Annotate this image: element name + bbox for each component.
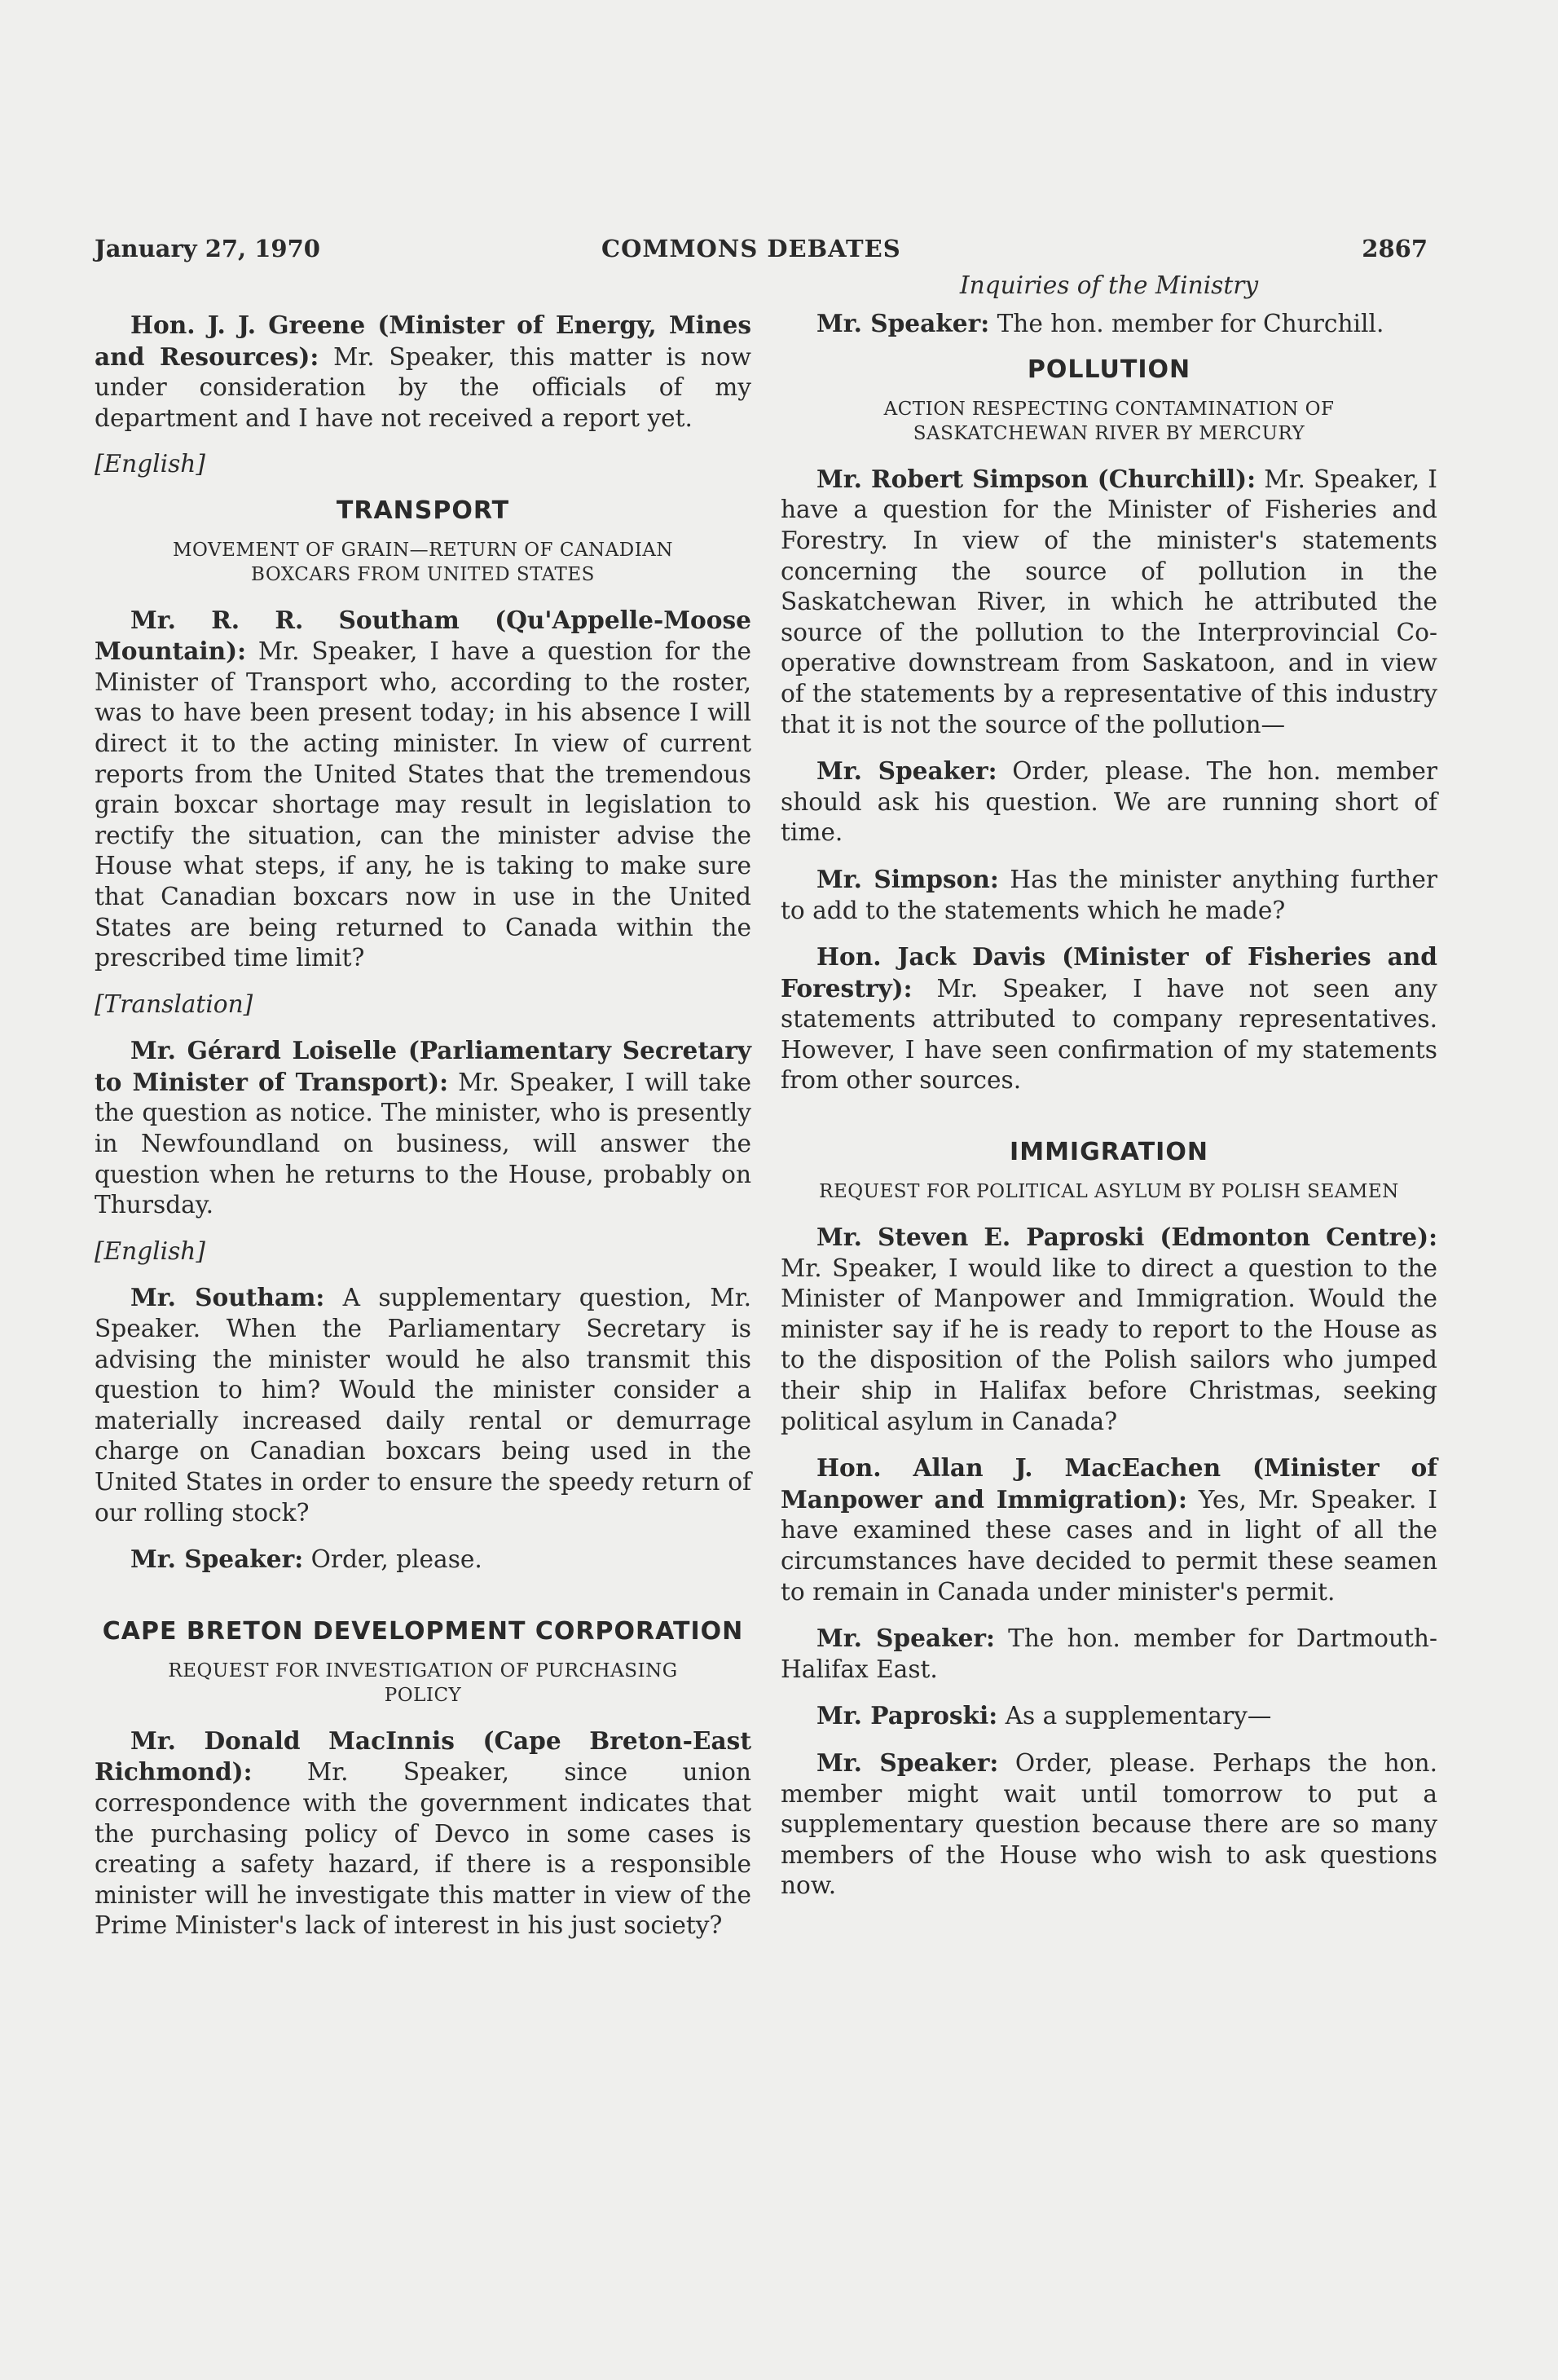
paragraph [781,756,1437,848]
paragraph [95,1544,751,1576]
page-number: 2867 [1362,235,1428,262]
paragraph [781,1222,1437,1437]
speaker-name: Hon. Allan J. MacEachen (Minister of Manpower and Immigration): [781,1453,1437,1514]
speaker-name: Mr. Speaker: [816,1748,999,1777]
paragraph [781,941,1437,1096]
speaker-name: Hon. Jack Davis (Minister of Fisheries and Forestry): [781,942,1437,1003]
speaker-name: Mr. Speaker: [130,1545,304,1574]
speech-text: Order, please. [303,1545,482,1574]
paragraph [95,1282,751,1528]
speech-text: Has the minister anything further to add to the statements which he made? [781,865,1437,924]
speech-text: Order, please. The hon. member should ask his question. We are running short of time. [781,757,1437,847]
speech-text: Mr. Speaker, I would like to direct a question to the Minister of Manpower and Immigration. Would the minister say if he is ready to report to the House as to the disposition of the Polish sailors who jumped their ship in Halifax before Christmas, seeking political asylum in Canada? [781,1254,1437,1435]
speech-text: The hon. member for Dartmouth-Halifax East. [781,1624,1437,1683]
speaker-name: Mr. Paproski: [816,1701,998,1730]
speaker-name: Mr. Speaker: [816,1624,995,1653]
speech-text: As a supplementary— [997,1702,1272,1730]
speaker-name: Mr. Donald MacInnis (Cape Breton-East Richmond): [95,1726,751,1787]
speech-text: Mr. Speaker, since union correspondence with the government indicates that the purchasing policy of Devco in some cases is creating a safety hazard, if there is a responsible minister will he investigate this matter in view of the Prime Minister's lack of interest in his just society? [95,1758,751,1940]
speech-text: Mr. Speaker, I have a question for the Minister of Transport who, according to the roster, was to have been present today; in his absence I will direct it to the acting minister. In view of current reports from the United States that the tremendous grain boxcar shortage may result in legislation to rectify the situation, can the minister advise the House what steps, if any, he is taking to make sure that Canadian boxcars now in use in the United States are being returned to Canada within the prescribed time limit? [95,637,751,972]
paragraph [781,864,1437,926]
paragraph [781,1700,1437,1732]
section-heading: CAPE BRETON DEVELOPMENT CORPORATION [102,1616,744,1646]
section-heading: TRANSPORT [336,496,510,525]
speech-text: Order, please. Perhaps the hon. member might wait until tomorrow to put a supplementary question because there are so many members of the House who wish to ask questions now. [781,1748,1438,1900]
running-head: Inquiries of the Ministry [959,271,1259,299]
speaker-name: Mr. Southam: [130,1283,325,1312]
paragraph [781,464,1437,740]
speaker-name: Mr. Steven E. Paproski (Edmonton Centre): [816,1223,1437,1252]
language-marker: [Translation] [95,989,253,1018]
paragraph [95,310,751,434]
paragraph [781,1748,1437,1902]
language-marker: [English] [95,450,205,478]
paragraph [95,1035,751,1221]
paragraph [781,1623,1437,1685]
header-title: COMMONS DEBATES [601,235,901,262]
paragraph [781,308,1437,340]
left-column [95,310,751,1957]
subsection-heading: MOVEMENT OF GRAIN—RETURN OF CANADIAN BOXCARS FROM UNITED STATES [172,539,674,585]
paragraph [95,1726,751,1941]
speaker-name: Hon. J. J. Greene (Minister of Energy, Mines and Resources): [95,311,751,371]
speaker-name: Mr. Robert Simpson (Churchill): [816,464,1257,493]
speech-text: Mr. Speaker, I will take the question as notice. The minister, who is presently in Newfoundland on business, will answer the question when he returns to the House, probably on Thursday. [95,1068,751,1219]
speech-text: Mr. Speaker, this matter is now under consideration by the officials of my department and I have not received a report yet. [95,342,751,432]
paragraph [781,1452,1437,1607]
subsection-heading: ACTION RESPECTING CONTAMINATION OF SASKATCHEWAN RIVER BY MERCURY [883,398,1335,444]
speech-text: Yes, Mr. Speaker. I have examined these cases and in light of all the circumstances have decided to permit these seamen to remain in Canada under minister's permit. [781,1485,1437,1606]
speech-text: Mr. Speaker, I have not seen any statements attributed to company representatives. However, I have seen confirmation of my statements from other sources. [781,974,1437,1095]
speaker-name: Mr. Simpson: [816,864,999,893]
section-heading: IMMIGRATION [1010,1138,1208,1167]
language-marker: [English] [95,1236,205,1265]
speaker-name: Mr. Gérard Loiselle (Parliamentary Secretary to Minister of Transport): [95,1036,751,1096]
header-date: January 27, 1970 [95,235,320,262]
speech-text: A supplementary question, Mr. Speaker. When the Parliamentary Secretary is advising the minister would he also transmit this question to him? Would the minister consider a materially increased daily rental or demurrage charge on Canadian boxcars being used in the United States in order to ensure the speedy return of our rolling stock? [95,1284,751,1527]
speech-text: The hon. member for Churchill. [989,309,1384,337]
subsection-heading: REQUEST FOR POLITICAL ASYLUM BY POLISH SEAMEN [819,1181,1399,1203]
right-column [781,271,1437,1917]
page-header [95,235,1428,271]
speaker-name: Mr. R. R. Southam (Qu'Appelle-Moose Mountain): [95,605,751,666]
speaker-name: Mr. Speaker: [816,756,997,786]
section-heading: POLLUTION [1027,355,1191,385]
speaker-name: Mr. Speaker: [816,308,990,337]
subsection-heading: REQUEST FOR INVESTIGATION OF PURCHASING POLICY [168,1659,678,1706]
speech-text: Mr. Speaker, I have a question for the Minister of Fisheries and Forestry. In view of the minister's statements concerning the source of pollution in the Saskatchewan River, in which he attributed the source of the pollution to the Interprovincial Co-operative downstream from Saskatoon, and in view of the statements by a representative of this industry that it is not the source of the pollution— [781,465,1437,738]
paragraph [95,605,751,974]
